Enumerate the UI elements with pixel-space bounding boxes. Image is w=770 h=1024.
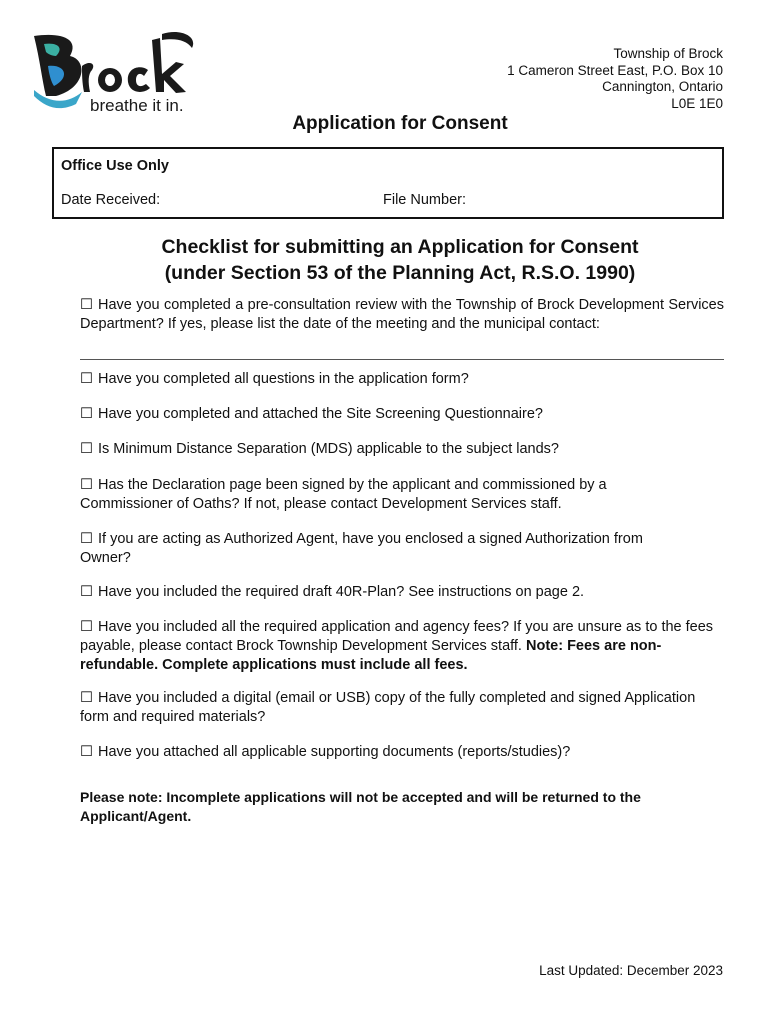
township-address bbox=[507, 46, 723, 112]
logo-tagline: breathe it in. bbox=[90, 96, 184, 115]
checklist-item-text: Have you included a digital (email or USB) copy of the fully completed and signed Application form and required materials? bbox=[80, 690, 696, 725]
address-line-3: Cannington, Ontario bbox=[602, 79, 723, 94]
fees-note: Note: Fees are non-refundable. Complete applications must include all fees. bbox=[80, 638, 662, 673]
checkbox[interactable]: ☐ bbox=[80, 584, 93, 600]
checklist-item-text: Have you completed all questions in the application form? bbox=[98, 371, 469, 387]
checkbox[interactable]: ☐ bbox=[80, 441, 93, 457]
checklist-item-text: Is Minimum Distance Separation (MDS) applicable to the subject lands? bbox=[98, 441, 559, 457]
last-updated: Last Updated: December 2023 bbox=[539, 963, 723, 978]
office-use-heading: Office Use Only bbox=[61, 158, 169, 174]
file-number-label: File Number: bbox=[383, 192, 466, 208]
checklist-item bbox=[80, 743, 724, 762]
brock-logo bbox=[30, 30, 200, 120]
checklist-item-text: Have you attached all applicable supporting documents (reports/studies)? bbox=[98, 744, 571, 760]
checklist-item-text: Have you completed a pre-consultation review with the Township of Brock Development Services Department? If yes, please list the date of the meeting and the municipal contact: bbox=[80, 297, 724, 332]
checkbox[interactable]: ☐ bbox=[80, 371, 93, 387]
checklist-item-text: Has the Declaration page been signed by the applicant and commissioned by a Commissioner of Oaths? If not, please contact Development Services staff. bbox=[80, 477, 607, 512]
checklist-item-text: Have you completed and attached the Site Screening Questionnaire? bbox=[98, 406, 543, 422]
address-line-1: Township of Brock bbox=[613, 46, 723, 61]
checkbox[interactable]: ☐ bbox=[80, 531, 93, 547]
checklist-item bbox=[80, 405, 724, 424]
address-line-4: L0E 1E0 bbox=[671, 95, 723, 111]
checklist-item bbox=[80, 618, 724, 675]
checklist-item bbox=[80, 440, 724, 459]
address-line-2: 1 Cameron Street East, P.O. Box 10 bbox=[507, 62, 723, 78]
checklist-title-line-2: (under Section 53 of the Planning Act, R.S.O. 1990) bbox=[164, 262, 636, 284]
checkbox[interactable]: ☐ bbox=[80, 744, 93, 760]
date-received-label: Date Received: bbox=[61, 192, 161, 208]
page-title: Application for Consent bbox=[292, 113, 508, 134]
checkbox[interactable]: ☐ bbox=[80, 619, 93, 635]
checklist-title bbox=[0, 234, 770, 286]
checklist-item-text: Have you included the required draft 40R-Plan? See instructions on page 2. bbox=[98, 584, 585, 600]
checklist-item-text: If you are acting as Authorized Agent, have you enclosed a signed Authorization from Owner? bbox=[80, 531, 643, 566]
checklist-title-line-1: Checklist for submitting an Application for Consent bbox=[161, 236, 639, 258]
checkbox[interactable]: ☐ bbox=[80, 477, 93, 493]
checkbox[interactable]: ☐ bbox=[80, 406, 93, 422]
answer-line bbox=[80, 359, 724, 360]
checklist-item-text: Have you included all the required application and agency fees? If you are unsure as to the fees payable, please contact Brock Township Development Services staff. bbox=[80, 619, 714, 654]
checkbox[interactable]: ☐ bbox=[80, 297, 93, 313]
checklist-item bbox=[80, 476, 640, 514]
office-use-box bbox=[52, 147, 724, 219]
incomplete-applications-note: Please note: Incomplete applications will not be accepted and will be returned to the Applicant/Agent. bbox=[80, 789, 641, 824]
checklist-item bbox=[80, 689, 724, 727]
checklist-item bbox=[80, 370, 724, 389]
checklist-item bbox=[80, 296, 724, 334]
checklist-item bbox=[80, 583, 724, 602]
checkbox[interactable]: ☐ bbox=[80, 690, 93, 706]
checklist-item bbox=[80, 530, 680, 568]
